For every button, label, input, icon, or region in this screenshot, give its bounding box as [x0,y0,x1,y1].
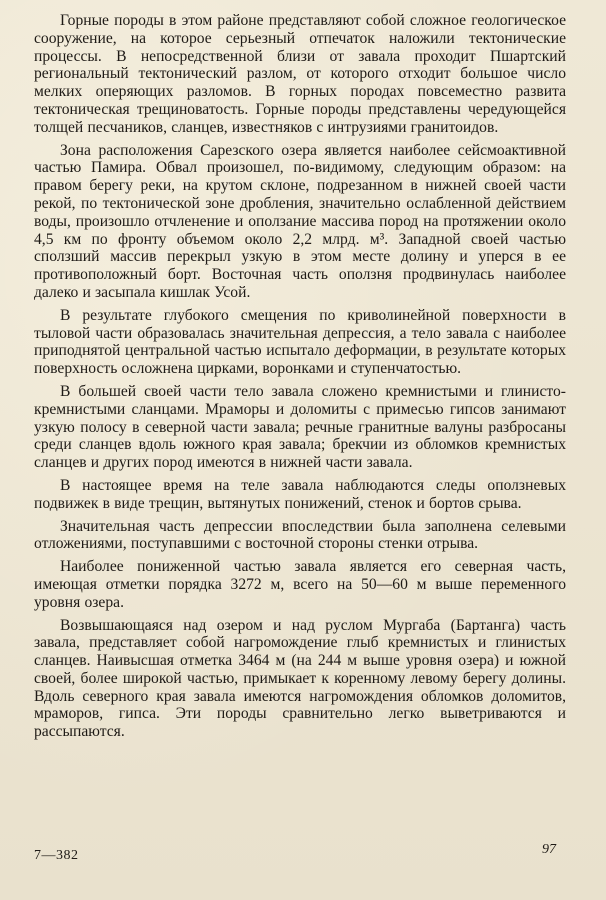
page-number: 97 [542,842,556,857]
text-column [34,12,566,741]
paragraph-mudflow-deposits: Значительная часть депрессии впоследствии была заполнена селевыми отложениями, поступавшими с восточной стороны стенки отрыва. [34,517,566,553]
paragraph-seismic-zone: Зона расположения Сарезского озера является наиболее сейсмоактивной частью Памира. Обвал произошел, по-видимому, следующим образом: на правом берегу реки, на крутом склоне, подрезанном в нижней своей части рекой, по тектонической зоне дробления, значительно ослабленной действием воды, произошло отчленение и оползание массива пород на протяжении около 4,5 км по фронту объемом около 2,2 млрд. м³. Западной своей частью сползший массив перекрыл узкую в этом месте долину и уперся в ее противоположный борт. Восточная часть оползня продвинулась наиболее далеко и засыпала кишлак Усой. [34,141,566,301]
paragraph-landslide-traces: В настоящее время на теле завала наблюдаются следы оползневых подвижек в виде трещин, вытянутых понижений, стенок и бортов срыва. [34,476,566,512]
paragraph-elevated-part: Возвышающаяся над озером и над руслом Мургаба (Бартанга) часть завала, представляет собой нагромождение глыб кремнистых и глинистых сланцев. Наивысшая отметка 3464 м (на 244 м выше уровня озера) и южной своей, более широкой частью, примыкает к коренному левому берегу долины. Вдоль северного края завала имеются нагромождения обломков доломитов, мраморов, гипса. Эти породы сравнительно легко выветриваются и рассыпаются. [34,616,566,741]
paragraph-rock-description: Горные породы в этом районе представляют собой сложное геологическое сооружение, на которое серьезный отпечаток наложили тектонические процессы. В непосредственной близи от завала проходит Пшартский региональный тектонический разлом, от которого отходит большое число мелких оперяющих разломов. В горных породах повсеместно развита тектоническая трещиноватость. Горные породы представлены чередующейся толщей песчаников, сланцев, известняков с интрузиями гранитоидов. [34,12,566,136]
printer-signature: 7—382 [34,848,79,863]
paragraph-composition: В большей своей части тело завала сложено кремнистыми и глинисто-кремнистыми сланцами. Мраморы и доломиты с примесью гипсов занимают узкую полосу в северной части завала; речные гранитные валуны разбросаны среди сланцев вдоль южного края завала; брекчии из обломков кремнистых сланцев и других пород имеются в нижней части завала. [34,382,566,472]
paragraph-lowest-part: Наиболее пониженной частью завала является его северная часть, имеющая отметки порядка 3272 м, всего на 50—60 м выше переменного уровня озера. [34,558,566,611]
paragraph-depression: В результате глубокого смещения по криволинейной поверхности в тыловой части образовалась значительная депрессия, а тело завала с наиболее приподнятой центральной частью испытало деформации, в результате которых поверхность осложнена цирками, воронками и ступенчатостью. [34,306,566,378]
